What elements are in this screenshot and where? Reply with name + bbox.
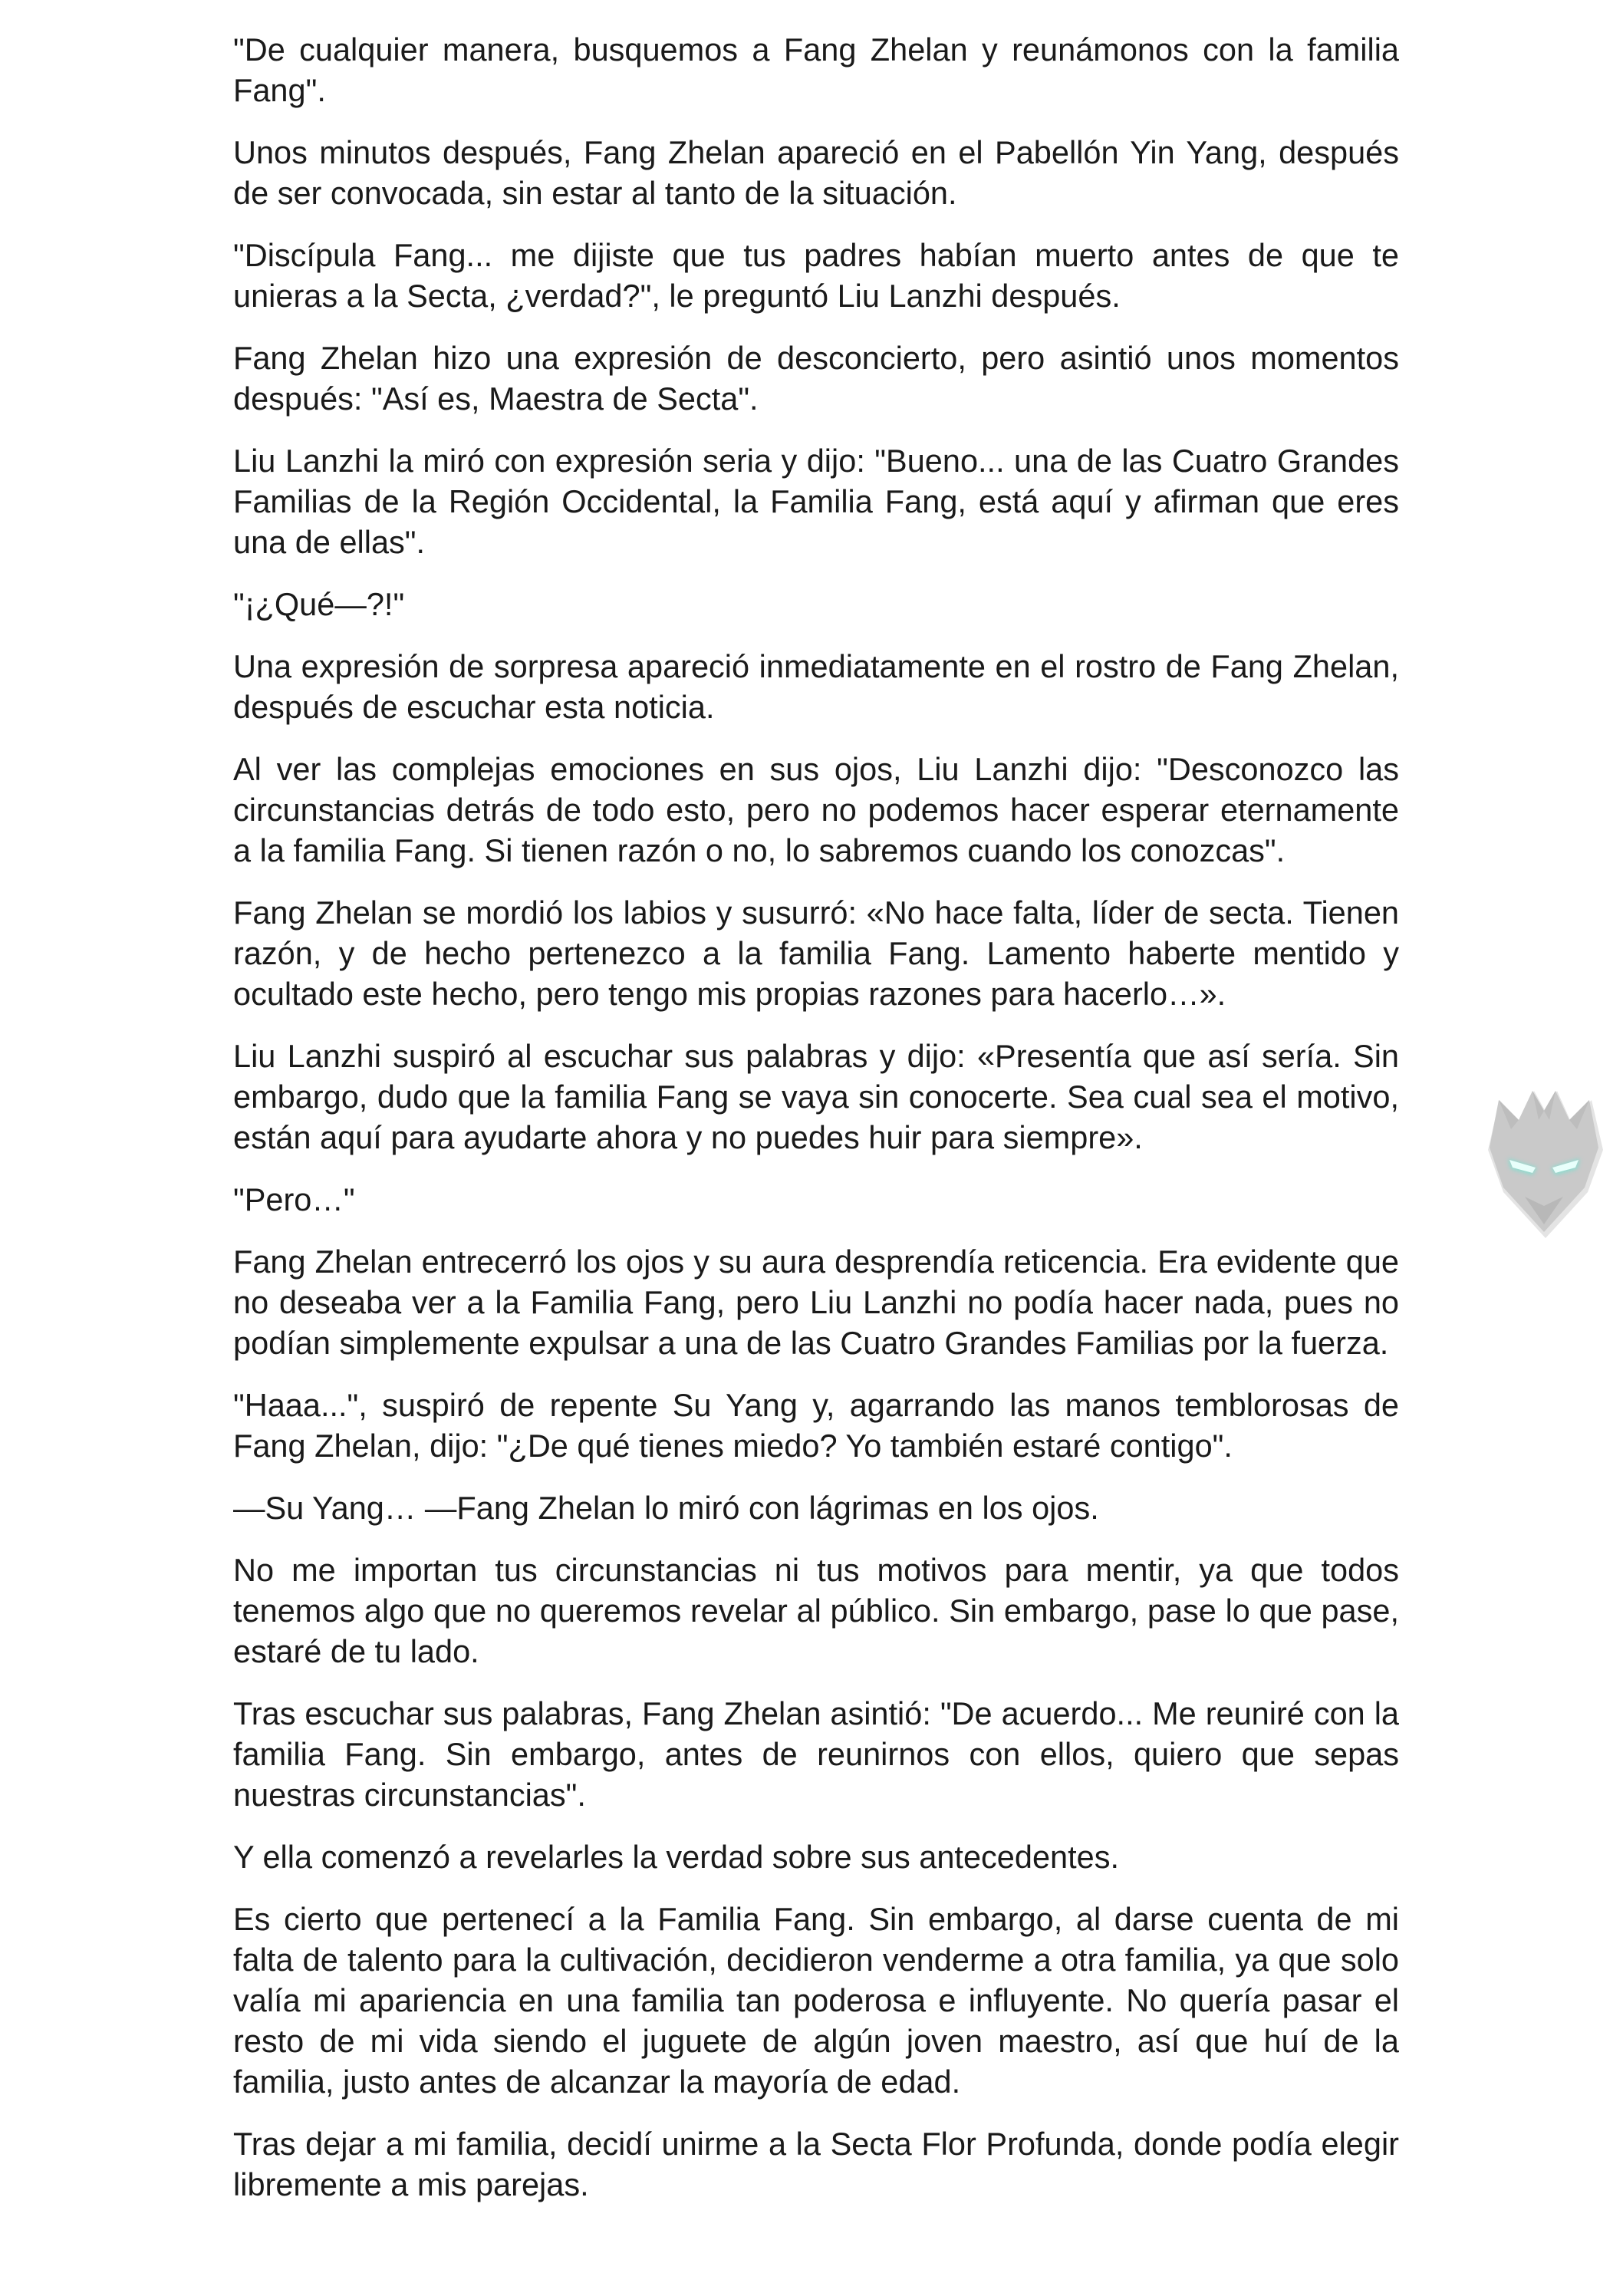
paragraph-14: —Su Yang… —Fang Zhelan lo miró con lágrimas en los ojos. — [233, 1490, 1099, 1526]
paragraph-9: Fang Zhelan se mordió los labios y susurró: «No hace falta, líder de secta. Tienen razón, y de hecho pertenezco a la familia Fang. Lamento haberte mentido y ocultado este hecho, pero tengo mis propias razones para hacerlo…». — [233, 894, 1399, 1012]
paragraph-12: Fang Zhelan entrecerró los ojos y su aura desprendía reticencia. Era evidente que no deseaba ver a la Familia Fang, pero Liu Lanzhi no podía hacer nada, pues no podían simplemente expulsar a una de las Cuatro Grandes Familias por la fuerza. — [233, 1244, 1399, 1361]
paragraph-13: "Haaa...", suspiró de repente Su Yang y, agarrando las manos temblorosas de Fang Zhelan, dijo: "¿De qué tienes miedo? Yo también estaré contigo". — [233, 1387, 1399, 1464]
document-body — [233, 29, 1399, 2226]
paragraph-1: "De cualquier manera, busquemos a Fang Zhelan y reunámonos con la familia Fang". — [233, 31, 1399, 108]
paragraph-15: No me importan tus circunstancias ni tus motivos para mentir, ya que todos tenemos algo que no queremos revelar al público. Sin embargo, pase lo que pase, estaré de tu lado. — [233, 1552, 1399, 1669]
paragraph-16: Tras escuchar sus palabras, Fang Zhelan asintió: "De acuerdo... Me reuniré con la familia Fang. Sin embargo, antes de reunirnos con ellos, quiero que sepas nuestras circunstancias". — [233, 1695, 1399, 1813]
paragraph-6: "¡¿Qué—?!" — [233, 586, 405, 622]
paragraph-7: Una expresión de sorpresa apareció inmediatamente en el rostro de Fang Zhelan, después de escuchar esta noticia. — [233, 648, 1399, 725]
paragraph-3: "Discípula Fang... me dijiste que tus padres habían muerto antes de que te unieras a la Secta, ¿verdad?", le preguntó Liu Lanzhi después. — [233, 237, 1399, 314]
paragraph-17: Y ella comenzó a revelarles la verdad sobre sus antecedentes. — [233, 1839, 1119, 1875]
paragraph-19: Tras dejar a mi familia, decidí unirme a la Secta Flor Profunda, donde podía elegir libremente a mis parejas. — [233, 2126, 1399, 2202]
demon-head-icon — [1471, 1074, 1617, 1241]
paragraph-2: Unos minutos después, Fang Zhelan apareció en el Pabellón Yin Yang, después de ser convocada, sin estar al tanto de la situación. — [233, 134, 1399, 211]
paragraph-5: Liu Lanzhi la miró con expresión seria y dijo: "Bueno... una de las Cuatro Grandes Familias de la Región Occidental, la Familia Fang, está aquí y afirman que eres una de ellas". — [233, 443, 1399, 560]
paragraph-8: Al ver las complejas emociones en sus ojos, Liu Lanzhi dijo: "Desconozco las circunstancias detrás de todo esto, pero no podemos hacer esperar eternamente a la familia Fang. Si tienen razón o no, lo sabremos cuando los conozcas". — [233, 751, 1399, 868]
paragraph-10: Liu Lanzhi suspiró al escuchar sus palabras y dijo: «Presentía que así sería. Sin embargo, dudo que la familia Fang se vaya sin conocerte. Sea cual sea el motivo, están aquí para ayudarte ahora y no puedes huir para siempre». — [233, 1038, 1399, 1155]
paragraph-4: Fang Zhelan hizo una expresión de desconcierto, pero asintió unos momentos después: "Así es, Maestra de Secta". — [233, 340, 1399, 417]
paragraph-18: Es cierto que pertenecí a la Familia Fang. Sin embargo, al darse cuenta de mi falta de talento para la cultivación, decidieron venderme a otra familia, ya que solo valía mi apariencia en una familia tan poderosa e influyente. No quería pasar el resto de mi vida siendo el juguete de algún joven maestro, así que huí de la familia, justo antes de alcanzar la mayoría de edad. — [233, 1901, 1399, 2100]
paragraph-11: "Pero…" — [233, 1181, 355, 1217]
